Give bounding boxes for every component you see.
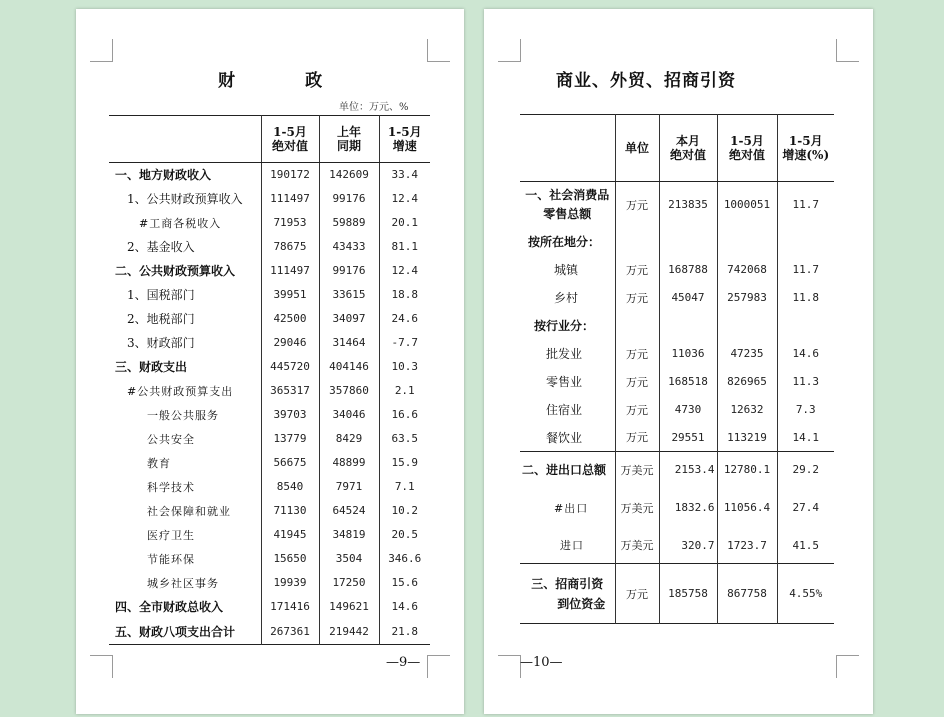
table-row bbox=[520, 340, 834, 368]
cell-value: 8540 bbox=[261, 475, 319, 499]
row-label: 医疗卫生 bbox=[147, 528, 195, 542]
cell-value: 39951 bbox=[261, 283, 319, 307]
cell-value: 15650 bbox=[261, 547, 319, 571]
cell-value: 29046 bbox=[261, 331, 319, 355]
row-label: 乡村 bbox=[554, 291, 579, 305]
header-ytd-value: 1-5月 绝对值 bbox=[717, 115, 777, 182]
header-blank bbox=[109, 116, 261, 163]
table-row bbox=[520, 424, 834, 452]
row-label: 五、财政八项支出合计 bbox=[115, 624, 236, 639]
cell-value: 27.4 bbox=[777, 488, 834, 528]
cell-value: 41.5 bbox=[777, 528, 834, 564]
cell-value: 56675 bbox=[261, 451, 319, 475]
row-label: 按所在地分： bbox=[528, 235, 601, 249]
cell-value: 185758 bbox=[659, 564, 717, 624]
cell-value: 16.6 bbox=[379, 403, 430, 427]
row-label: 一般公共服务 bbox=[147, 408, 219, 422]
cell-value: 59889 bbox=[319, 211, 379, 235]
cell-value: 71130 bbox=[261, 499, 319, 523]
cell-value: 78675 bbox=[261, 235, 319, 259]
row-label: 一、社会消费品 零售总额 bbox=[525, 187, 610, 221]
cell-value: 142609 bbox=[319, 163, 379, 187]
row-label: #出口 bbox=[554, 501, 589, 515]
row-label: 三、招商引资 到位资金 bbox=[520, 564, 615, 624]
cell-unit: 万元 bbox=[615, 284, 659, 312]
crop-mark-bottom-right bbox=[427, 655, 450, 678]
table-row bbox=[109, 571, 430, 595]
page-title: 财 政 bbox=[218, 71, 324, 91]
cell-value: 29551 bbox=[659, 424, 717, 452]
table-row bbox=[520, 368, 834, 396]
cell-value: 111497 bbox=[261, 259, 319, 283]
cell-value: 24.6 bbox=[379, 307, 430, 331]
table-row bbox=[109, 595, 430, 619]
cell-value: 4.55% bbox=[777, 564, 834, 624]
cell-unit: 万元 bbox=[615, 182, 659, 228]
cell-value: 171416 bbox=[261, 595, 319, 619]
row-label: 二、公共财政预算收入 bbox=[115, 264, 236, 278]
cell-value bbox=[659, 228, 717, 256]
table-row bbox=[520, 256, 834, 284]
cell-value: 99176 bbox=[319, 259, 379, 283]
cell-value: 10.2 bbox=[379, 499, 430, 523]
cell-unit: 万美元 bbox=[615, 488, 659, 528]
cell-value: 1723.7 bbox=[717, 528, 777, 564]
cell-value: 13779 bbox=[261, 427, 319, 451]
cell-value: 7971 bbox=[319, 475, 379, 499]
table-row bbox=[109, 499, 430, 523]
cell-value: -7.7 bbox=[379, 331, 430, 355]
page-number: —10— bbox=[520, 655, 563, 670]
cell-unit: 万元 bbox=[615, 564, 659, 624]
cell-value: 64524 bbox=[319, 499, 379, 523]
cell-value: 11.7 bbox=[777, 256, 834, 284]
cell-value: 17250 bbox=[319, 571, 379, 595]
table-row bbox=[109, 379, 430, 403]
cell-value: 33.4 bbox=[379, 163, 430, 187]
cell-value: 20.5 bbox=[379, 523, 430, 547]
cell-value: 19939 bbox=[261, 571, 319, 595]
cell-value: 29.2 bbox=[777, 452, 834, 488]
unit-note: 单位：万元、% bbox=[339, 102, 409, 113]
cell-value: 2.1 bbox=[379, 379, 430, 403]
row-label: 2、基金收入 bbox=[127, 240, 195, 254]
header-month-value: 本月 绝对值 bbox=[659, 115, 717, 182]
cell-value: 11.7 bbox=[777, 182, 834, 228]
cell-value: 43433 bbox=[319, 235, 379, 259]
table-row bbox=[520, 452, 834, 488]
table-row bbox=[109, 619, 430, 645]
table-row bbox=[109, 163, 430, 187]
cell-value: 267361 bbox=[261, 619, 319, 645]
cell-value: 12.4 bbox=[379, 259, 430, 283]
table-row bbox=[520, 284, 834, 312]
cell-value: 219442 bbox=[319, 619, 379, 645]
cell-value: 404146 bbox=[319, 355, 379, 379]
cell-value bbox=[777, 312, 834, 340]
row-label: 一、地方财政收入 bbox=[115, 168, 212, 183]
cell-value: 21.8 bbox=[379, 619, 430, 645]
cell-value: 42500 bbox=[261, 307, 319, 331]
cell-value: 1000051 bbox=[717, 182, 777, 228]
cell-value: 113219 bbox=[717, 424, 777, 452]
table-row bbox=[109, 523, 430, 547]
cell-value: 190172 bbox=[261, 163, 319, 187]
table-row bbox=[109, 211, 430, 235]
table-row bbox=[109, 451, 430, 475]
row-label: 教育 bbox=[147, 456, 171, 470]
cell-value: 12.4 bbox=[379, 187, 430, 211]
cell-value: 63.5 bbox=[379, 427, 430, 451]
right-page bbox=[484, 9, 873, 714]
cell-unit bbox=[615, 228, 659, 256]
row-label: 城乡社区事务 bbox=[147, 576, 219, 590]
header-last-year: 上年 同期 bbox=[319, 116, 379, 163]
cell-value: 18.8 bbox=[379, 283, 430, 307]
row-label: 餐饮业 bbox=[546, 430, 583, 445]
cell-value: 357860 bbox=[319, 379, 379, 403]
row-label: 公共安全 bbox=[147, 432, 195, 446]
cell-value: 11056.4 bbox=[717, 488, 777, 528]
row-label: 节能环保 bbox=[147, 552, 195, 566]
cell-value: 213835 bbox=[659, 182, 717, 228]
table-row bbox=[109, 427, 430, 451]
cell-value: 11036 bbox=[659, 340, 717, 368]
finance-table bbox=[109, 115, 430, 645]
cell-unit: 万元 bbox=[615, 340, 659, 368]
table-header-row bbox=[520, 115, 834, 182]
cell-value: 8429 bbox=[319, 427, 379, 451]
cell-value bbox=[777, 228, 834, 256]
table-row bbox=[520, 488, 834, 528]
row-label: 科学技术 bbox=[147, 480, 195, 494]
row-label: 进口 bbox=[560, 539, 584, 553]
cell-value: 33615 bbox=[319, 283, 379, 307]
cell-value: 257983 bbox=[717, 284, 777, 312]
cell-value: 34097 bbox=[319, 307, 379, 331]
cell-value: 34046 bbox=[319, 403, 379, 427]
cell-value: 34819 bbox=[319, 523, 379, 547]
cell-value: 168518 bbox=[659, 368, 717, 396]
cell-unit: 万元 bbox=[615, 424, 659, 452]
table-row bbox=[109, 475, 430, 499]
crop-mark-bottom-right bbox=[836, 655, 859, 678]
row-label: #公共财政预算支出 bbox=[127, 384, 234, 398]
cell-value: 20.1 bbox=[379, 211, 430, 235]
table-row bbox=[520, 396, 834, 424]
header-abs-value: 1-5月 绝对值 bbox=[261, 116, 319, 163]
table-row bbox=[109, 331, 430, 355]
table-row bbox=[109, 355, 430, 379]
cell-value: 10.3 bbox=[379, 355, 430, 379]
cell-value: 149621 bbox=[319, 595, 379, 619]
table-row bbox=[109, 187, 430, 211]
cell-value: 3504 bbox=[319, 547, 379, 571]
table-row bbox=[109, 547, 430, 571]
row-label: 1、国税部门 bbox=[127, 288, 195, 302]
table-row bbox=[520, 312, 834, 340]
cell-value: 99176 bbox=[319, 187, 379, 211]
cell-value: 7.1 bbox=[379, 475, 430, 499]
cell-unit bbox=[615, 312, 659, 340]
cell-value: 41945 bbox=[261, 523, 319, 547]
header-blank bbox=[520, 115, 615, 182]
header-growth: 1-5月 增速 bbox=[379, 116, 430, 163]
row-label: 四、全市财政总收入 bbox=[115, 600, 224, 614]
cell-value: 111497 bbox=[261, 187, 319, 211]
table-row bbox=[520, 564, 834, 624]
row-label: 住宿业 bbox=[546, 403, 583, 417]
cell-value: 71953 bbox=[261, 211, 319, 235]
table-row bbox=[520, 182, 834, 228]
cell-value: 15.6 bbox=[379, 571, 430, 595]
cell-value: 7.3 bbox=[777, 396, 834, 424]
header-unit: 单位 bbox=[615, 115, 659, 182]
cell-value: 12632 bbox=[717, 396, 777, 424]
crop-mark-top-right bbox=[427, 39, 450, 62]
row-label: 社会保障和就业 bbox=[147, 504, 231, 518]
row-label: 零售业 bbox=[546, 375, 583, 389]
cell-value: 320.7 bbox=[659, 528, 717, 564]
cell-value: 1832.6 bbox=[659, 488, 717, 528]
table-row bbox=[109, 403, 430, 427]
cell-value: 445720 bbox=[261, 355, 319, 379]
cell-unit: 万美元 bbox=[615, 452, 659, 488]
crop-mark-top-left bbox=[498, 39, 521, 62]
cell-value: 15.9 bbox=[379, 451, 430, 475]
cell-value: 11.8 bbox=[777, 284, 834, 312]
row-label: #工商各税收入 bbox=[139, 216, 222, 230]
cell-value: 365317 bbox=[261, 379, 319, 403]
page-title: 商业、外贸、招商引资 bbox=[556, 71, 736, 91]
table-header-row bbox=[109, 116, 430, 163]
cell-value bbox=[717, 312, 777, 340]
crop-mark-top-right bbox=[836, 39, 859, 62]
cell-value: 742068 bbox=[717, 256, 777, 284]
cell-value: 12780.1 bbox=[717, 452, 777, 488]
cell-value: 2153.4 bbox=[659, 452, 717, 488]
cell-value: 81.1 bbox=[379, 235, 430, 259]
crop-mark-bottom-left bbox=[498, 655, 521, 678]
row-label: 1、公共财政预算收入 bbox=[127, 192, 243, 206]
row-label: 二、进出口总额 bbox=[520, 452, 615, 488]
crop-mark-top-left bbox=[90, 39, 113, 62]
table-row bbox=[520, 228, 834, 256]
cell-value: 14.6 bbox=[777, 340, 834, 368]
row-label: 批发业 bbox=[546, 347, 583, 361]
cell-value: 11.3 bbox=[777, 368, 834, 396]
row-label: 2、地税部门 bbox=[127, 312, 195, 326]
cell-value: 48899 bbox=[319, 451, 379, 475]
table-row bbox=[109, 259, 430, 283]
header-growth: 1-5月 增速(%) bbox=[777, 115, 834, 182]
commerce-table bbox=[520, 114, 834, 624]
table-row bbox=[520, 528, 834, 564]
left-page bbox=[76, 9, 464, 714]
table-row bbox=[109, 283, 430, 307]
cell-value bbox=[659, 312, 717, 340]
crop-mark-bottom-left bbox=[90, 655, 113, 678]
cell-value: 867758 bbox=[717, 564, 777, 624]
cell-value: 45047 bbox=[659, 284, 717, 312]
row-label: 3、财政部门 bbox=[127, 336, 195, 350]
cell-unit: 万美元 bbox=[615, 528, 659, 564]
table-row bbox=[109, 235, 430, 259]
cell-value: 47235 bbox=[717, 340, 777, 368]
cell-value: 826965 bbox=[717, 368, 777, 396]
cell-value: 39703 bbox=[261, 403, 319, 427]
cell-value bbox=[717, 228, 777, 256]
cell-unit: 万元 bbox=[615, 368, 659, 396]
row-label: 三、财政支出 bbox=[115, 360, 188, 374]
cell-value: 14.1 bbox=[777, 424, 834, 452]
cell-value: 4730 bbox=[659, 396, 717, 424]
cell-value: 346.6 bbox=[379, 547, 430, 571]
page-number: —9— bbox=[386, 655, 421, 670]
cell-value: 31464 bbox=[319, 331, 379, 355]
cell-unit: 万元 bbox=[615, 396, 659, 424]
cell-value: 14.6 bbox=[379, 595, 430, 619]
cell-value: 168788 bbox=[659, 256, 717, 284]
table-row bbox=[109, 307, 430, 331]
row-label: 城镇 bbox=[554, 263, 579, 277]
row-label: 按行业分： bbox=[534, 319, 595, 333]
cell-unit: 万元 bbox=[615, 256, 659, 284]
